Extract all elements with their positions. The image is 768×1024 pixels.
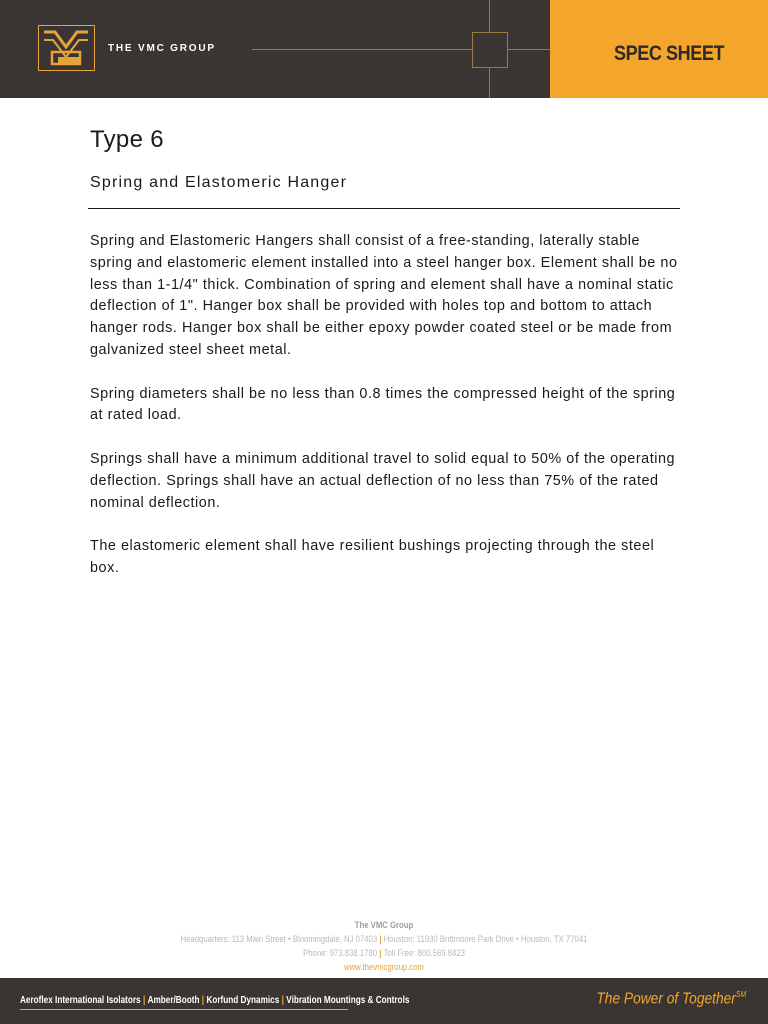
spec-paragraph: The elastomeric element shall have resilient bushings projecting through the steel box. xyxy=(90,538,655,576)
footer-separator: | xyxy=(379,934,384,944)
brand-korfund: Korfund Dynamics xyxy=(206,994,280,1006)
spec-body xyxy=(90,231,680,602)
footer-locations xyxy=(54,932,714,946)
spec-paragraph: Spring and Elastomeric Hangers shall consist of a free-standing, laterally stable spring and elastomeric element installed into a steel hanger box. Element shall be no less than 1-1/4" thick. Combination of spring and element shall have a nominal static deflection of 1". Hanger box shall be provided with holes top and bottom to attach hanger rods. Hanger box shall be either epoxy powder coated steel or be made from galvanized steel sheet metal. xyxy=(90,233,678,358)
footer-houston: Houston: 11930 Brittmoore Park Drive • Houston, TX 77041 xyxy=(383,934,588,944)
doc-label: SPEC SHEET xyxy=(614,42,725,65)
brand-aeroflex: Aeroflex International Isolators xyxy=(20,994,141,1006)
brand-name: THE VMC GROUP xyxy=(108,43,216,54)
header-decor-square xyxy=(472,32,508,68)
page-subtitle: Spring and Elastomeric Hanger xyxy=(90,174,348,191)
footer-separator: | xyxy=(379,948,384,958)
footer-hq: Headquarters: 113 Main Street • Bloomingdale, NJ 07403 xyxy=(180,934,378,944)
title-divider xyxy=(88,208,680,209)
brand-amber-booth: Amber/Booth xyxy=(147,994,200,1006)
footer-tagline: The Power of Together℠ xyxy=(596,990,746,1008)
footer-url-link[interactable]: www.thevmcgroup.com xyxy=(343,962,425,972)
brand-vibration-mountings: Vibration Mountings & Controls xyxy=(286,994,410,1006)
spec-paragraph: Springs shall have a minimum additional travel to solid equal to 50% of the operating deflection. Springs shall have an actual deflection of no less than 75% of the rated nominal deflection. xyxy=(90,450,676,511)
spec-paragraph: Spring diameters shall be no less than 0.8 times the compressed height of the spring at rated load. xyxy=(90,385,676,424)
footer-company: The VMC Group xyxy=(354,920,414,930)
footer-address xyxy=(54,918,714,974)
vmc-logo-icon xyxy=(38,25,95,71)
brands-underline xyxy=(20,1009,348,1010)
page-title: Type 6 xyxy=(90,126,164,153)
footer-tollfree: Toll Free: 800.569.8423 xyxy=(383,948,465,958)
footer-brands: Aeroflex International Isolators | Amber/Booth | Korfund Dynamics | Vibration Mountings & Controls xyxy=(20,994,410,1006)
service-mark: SM xyxy=(735,990,746,999)
footer-phone: Phone: 973.838.1780 xyxy=(303,948,378,958)
footer-phones xyxy=(54,946,714,960)
